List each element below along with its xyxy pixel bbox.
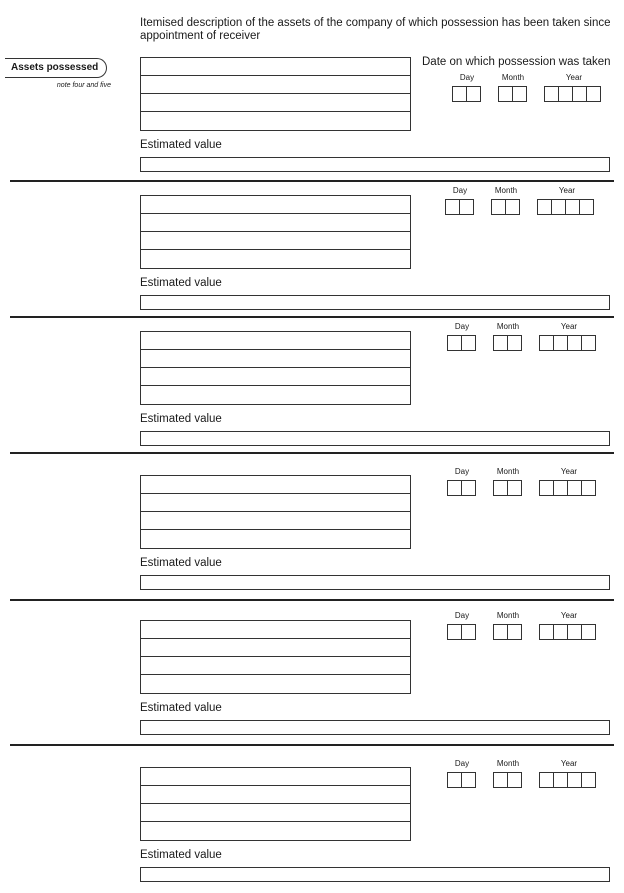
asset-description-line[interactable] bbox=[141, 350, 410, 368]
month-digit-box[interactable] bbox=[491, 199, 506, 215]
asset-description-line[interactable] bbox=[141, 232, 410, 250]
day-digit-box[interactable] bbox=[461, 772, 476, 788]
asset-description-lines-3[interactable] bbox=[140, 331, 411, 405]
year-digit-box[interactable] bbox=[539, 772, 554, 788]
section-divider bbox=[10, 744, 614, 746]
year-digit-box[interactable] bbox=[581, 335, 596, 351]
year-digit-box[interactable] bbox=[539, 624, 554, 640]
day-digit-box[interactable] bbox=[461, 480, 476, 496]
asset-description-line[interactable] bbox=[141, 76, 410, 94]
year-digit-box[interactable] bbox=[572, 86, 587, 102]
section-note: note four and five bbox=[56, 82, 111, 89]
year-digit-box[interactable] bbox=[544, 86, 559, 102]
month-label: Month bbox=[496, 611, 520, 620]
section-divider bbox=[10, 599, 614, 601]
year-digit-box[interactable] bbox=[565, 199, 580, 215]
asset-description-line[interactable] bbox=[141, 768, 410, 786]
estimated-value-label: Estimated value bbox=[140, 557, 222, 569]
day-field-3[interactable] bbox=[447, 335, 476, 351]
section-divider bbox=[10, 180, 614, 182]
month-digit-box[interactable] bbox=[505, 199, 520, 215]
year-field-3[interactable] bbox=[539, 335, 596, 351]
estimated-value-field-4[interactable] bbox=[140, 575, 610, 590]
year-digit-box[interactable] bbox=[539, 480, 554, 496]
month-label: Month bbox=[501, 73, 525, 82]
year-digit-box[interactable] bbox=[567, 624, 582, 640]
month-digit-box[interactable] bbox=[512, 86, 527, 102]
year-label: Year bbox=[565, 73, 583, 82]
month-digit-box[interactable] bbox=[493, 624, 508, 640]
day-field-4[interactable] bbox=[447, 480, 476, 496]
year-digit-box[interactable] bbox=[581, 772, 596, 788]
estimated-value-label: Estimated value bbox=[140, 702, 222, 714]
estimated-value-label: Estimated value bbox=[140, 277, 222, 289]
asset-description-line[interactable] bbox=[141, 804, 410, 822]
year-digit-box[interactable] bbox=[586, 86, 601, 102]
year-digit-box[interactable] bbox=[553, 335, 568, 351]
estimated-value-field-2[interactable] bbox=[140, 295, 610, 310]
estimated-value-field-6[interactable] bbox=[140, 867, 610, 882]
asset-description-line[interactable] bbox=[141, 196, 410, 214]
month-field-2[interactable] bbox=[491, 199, 520, 215]
day-label: Day bbox=[452, 186, 468, 195]
day-field-2[interactable] bbox=[445, 199, 474, 215]
year-digit-box[interactable] bbox=[567, 772, 582, 788]
day-field-6[interactable] bbox=[447, 772, 476, 788]
year-digit-box[interactable] bbox=[579, 199, 594, 215]
section-divider bbox=[10, 316, 614, 318]
month-digit-box[interactable] bbox=[507, 480, 522, 496]
day-label: Day bbox=[454, 467, 470, 476]
asset-description-line[interactable] bbox=[141, 657, 410, 675]
month-digit-box[interactable] bbox=[493, 480, 508, 496]
month-digit-box[interactable] bbox=[498, 86, 513, 102]
day-digit-box[interactable] bbox=[447, 772, 462, 788]
asset-description-lines-2[interactable] bbox=[140, 195, 411, 269]
estimated-value-label: Estimated value bbox=[140, 849, 222, 861]
year-field-4[interactable] bbox=[539, 480, 596, 496]
estimated-value-field-3[interactable] bbox=[140, 431, 610, 446]
month-digit-box[interactable] bbox=[507, 624, 522, 640]
asset-description-line[interactable] bbox=[141, 332, 410, 350]
asset-description-line[interactable] bbox=[141, 94, 410, 112]
asset-description-line[interactable] bbox=[141, 214, 410, 232]
asset-description-line[interactable] bbox=[141, 512, 410, 530]
year-digit-box[interactable] bbox=[553, 624, 568, 640]
asset-description-line[interactable] bbox=[141, 386, 410, 404]
day-digit-box[interactable] bbox=[445, 199, 460, 215]
year-label: Year bbox=[560, 467, 578, 476]
estimated-value-label: Estimated value bbox=[140, 413, 222, 425]
asset-description-line[interactable] bbox=[141, 639, 410, 657]
asset-description-line[interactable] bbox=[141, 476, 410, 494]
section-divider bbox=[10, 452, 614, 454]
year-field-2[interactable] bbox=[537, 199, 594, 215]
estimated-value-label: Estimated value bbox=[140, 139, 222, 151]
year-digit-box[interactable] bbox=[558, 86, 573, 102]
month-label: Month bbox=[496, 759, 520, 768]
year-digit-box[interactable] bbox=[567, 480, 582, 496]
day-label: Day bbox=[459, 73, 475, 82]
month-field-1[interactable] bbox=[498, 86, 527, 102]
form-heading: Itemised description of the assets of the company of which possession has been taken since appointment of receiver bbox=[140, 17, 611, 42]
month-field-6[interactable] bbox=[493, 772, 522, 788]
year-digit-box[interactable] bbox=[551, 199, 566, 215]
month-digit-box[interactable] bbox=[493, 335, 508, 351]
day-digit-box[interactable] bbox=[466, 86, 481, 102]
asset-description-line[interactable] bbox=[141, 250, 410, 268]
asset-description-line[interactable] bbox=[141, 786, 410, 804]
year-field-1[interactable] bbox=[544, 86, 601, 102]
asset-description-line[interactable] bbox=[141, 621, 410, 639]
day-field-1[interactable] bbox=[452, 86, 481, 102]
month-label: Month bbox=[496, 322, 520, 331]
year-digit-box[interactable] bbox=[537, 199, 552, 215]
year-label: Year bbox=[558, 186, 576, 195]
year-digit-box[interactable] bbox=[581, 624, 596, 640]
month-label: Month bbox=[494, 186, 518, 195]
month-field-4[interactable] bbox=[493, 480, 522, 496]
year-field-6[interactable] bbox=[539, 772, 596, 788]
year-label: Year bbox=[560, 611, 578, 620]
day-digit-box[interactable] bbox=[461, 335, 476, 351]
year-digit-box[interactable] bbox=[581, 480, 596, 496]
year-label: Year bbox=[560, 322, 578, 331]
year-label: Year bbox=[560, 759, 578, 768]
day-field-5[interactable] bbox=[447, 624, 476, 640]
month-label: Month bbox=[496, 467, 520, 476]
day-digit-box[interactable] bbox=[452, 86, 467, 102]
asset-description-line[interactable] bbox=[141, 58, 410, 76]
day-digit-box[interactable] bbox=[461, 624, 476, 640]
estimated-value-field-5[interactable] bbox=[140, 720, 610, 735]
month-digit-box[interactable] bbox=[507, 772, 522, 788]
day-digit-box[interactable] bbox=[459, 199, 474, 215]
year-digit-box[interactable] bbox=[567, 335, 582, 351]
asset-description-lines-4[interactable] bbox=[140, 475, 411, 549]
asset-description-line[interactable] bbox=[141, 494, 410, 512]
asset-description-lines-6[interactable] bbox=[140, 767, 411, 841]
day-digit-box[interactable] bbox=[447, 480, 462, 496]
day-label: Day bbox=[454, 322, 470, 331]
day-label: Day bbox=[454, 759, 470, 768]
asset-description-lines-5[interactable] bbox=[140, 620, 411, 694]
year-digit-box[interactable] bbox=[539, 335, 554, 351]
asset-description-line[interactable] bbox=[141, 530, 410, 548]
asset-description-line[interactable] bbox=[141, 368, 410, 386]
asset-description-line[interactable] bbox=[141, 822, 410, 840]
month-digit-box[interactable] bbox=[507, 335, 522, 351]
year-digit-box[interactable] bbox=[553, 772, 568, 788]
asset-description-line[interactable] bbox=[141, 112, 410, 130]
section-tab-assets-possessed: Assets possessed bbox=[5, 58, 107, 78]
year-field-5[interactable] bbox=[539, 624, 596, 640]
asset-description-line[interactable] bbox=[141, 675, 410, 693]
month-field-5[interactable] bbox=[493, 624, 522, 640]
day-digit-box[interactable] bbox=[447, 624, 462, 640]
asset-description-lines-1[interactable] bbox=[140, 57, 411, 131]
date-title: Date on which possession was taken bbox=[422, 56, 611, 68]
day-label: Day bbox=[454, 611, 470, 620]
month-digit-box[interactable] bbox=[493, 772, 508, 788]
day-digit-box[interactable] bbox=[447, 335, 462, 351]
estimated-value-field-1[interactable] bbox=[140, 157, 610, 172]
month-field-3[interactable] bbox=[493, 335, 522, 351]
year-digit-box[interactable] bbox=[553, 480, 568, 496]
